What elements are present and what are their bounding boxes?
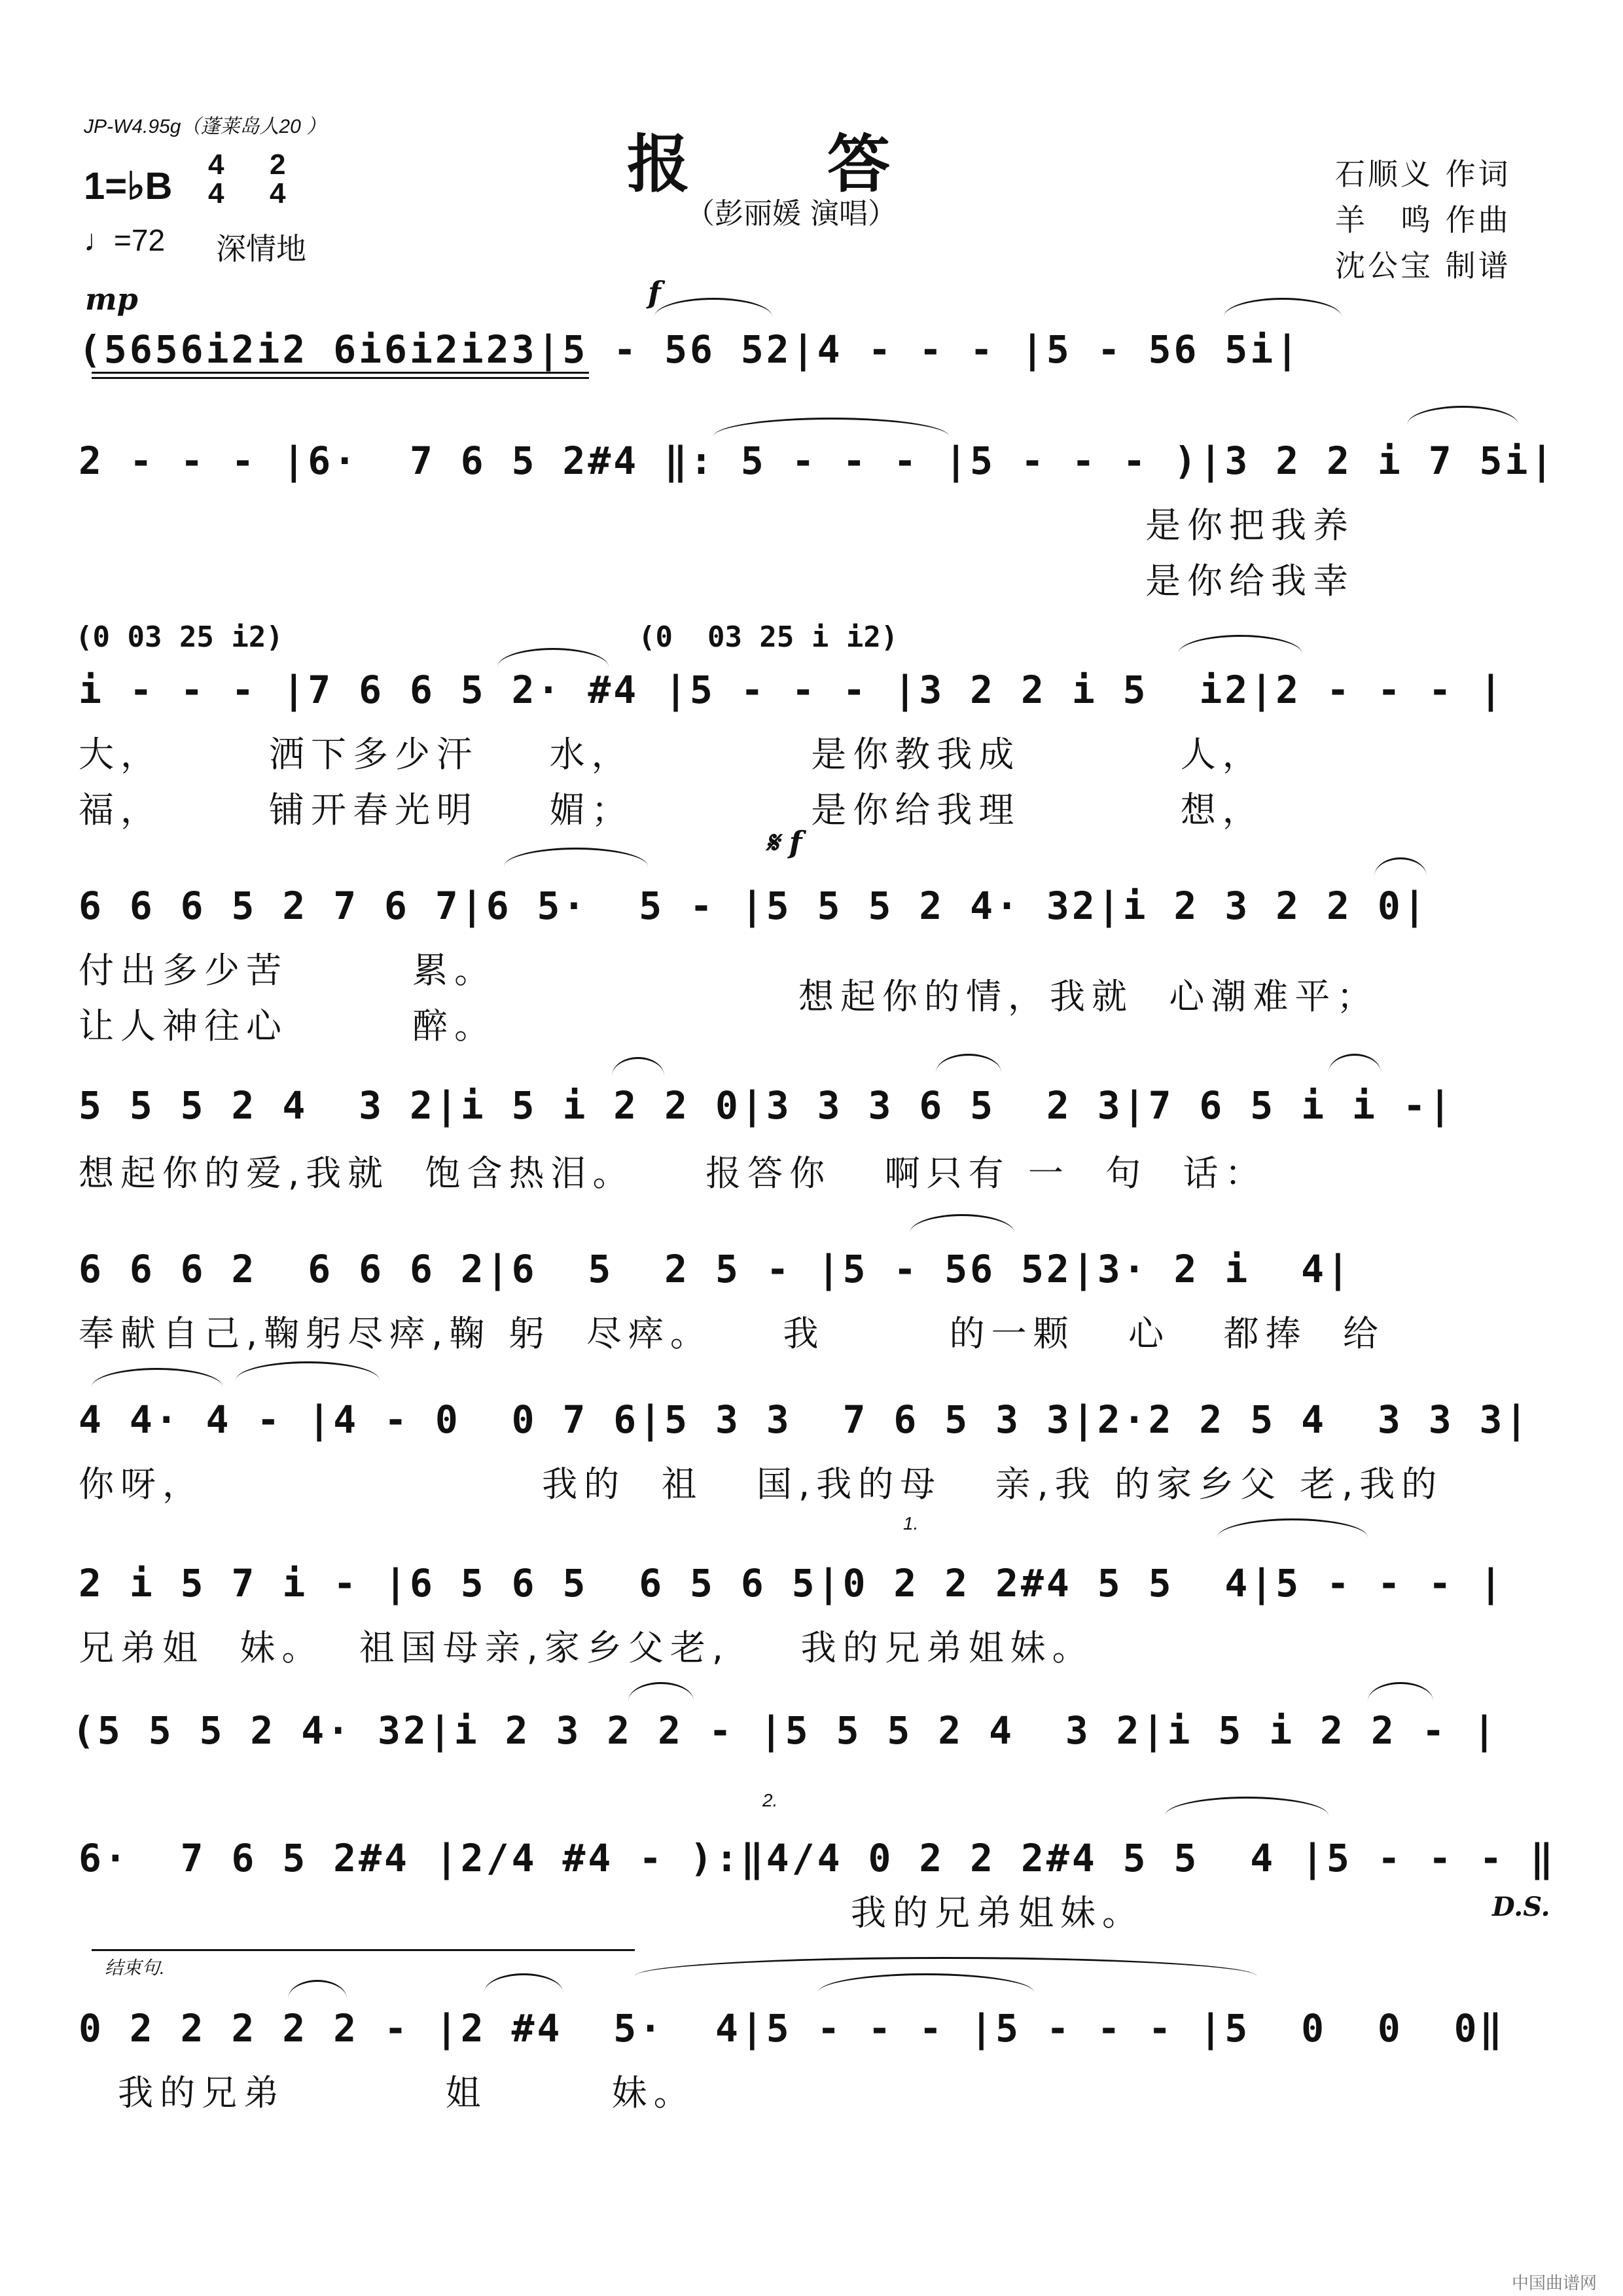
score-row-10: 6· 7 6 5 2#4 |2/4 #4 - ):‖4/4 0 2 2 2#4 5 5 4 |5 - - - ‖ (79, 1836, 1556, 1880)
slur (1329, 1054, 1381, 1073)
score-row-11: 0 2 2 2 2 2 - |2 #4 5· 4|5 - - - |5 - - - |5 0 0 0‖ (79, 2006, 1505, 2051)
slur (1217, 1518, 1368, 1537)
score-row-4: 6 6 6 5 2 7 6 7|6 5· 5 - |5 5 5 2 4· 32|i 2 3 2 2 0| (79, 884, 1429, 928)
coda-label: 结束句. (105, 1958, 165, 1978)
site-watermark: 中国曲谱网 (1512, 2274, 1597, 2293)
score-row-7: 4 4· 4 - |4 - 0 0 7 6|5 3 3 7 6 5 3 3|2·2 2 5 4 3 3 3| (79, 1397, 1531, 1442)
time-signature-2: 2 4 (270, 149, 286, 209)
slur (1178, 635, 1302, 654)
slur (713, 418, 949, 437)
time-signature-1: 4 4 (208, 149, 224, 209)
lyric-verse-2: 让人神往心 醉。 (79, 1005, 497, 1047)
dynamic-mp: mp (85, 281, 138, 317)
volta-2: 2. (762, 1790, 778, 1810)
performer: （彭丽媛 演唱） (686, 197, 897, 230)
score-row-9: (5 5 5 2 4· 32|i 2 3 2 2 - |5 5 5 2 4 3 2|i 5 i 2 2 - | (72, 1708, 1499, 1753)
lyric-verse-2: 福， 铺开春光明 媚； 是你给我理 想， (79, 789, 1264, 831)
segno-forte: 𝄋 f (766, 825, 802, 860)
slur (1374, 857, 1427, 876)
source-tag: JP-W4.95g（蓬莱岛人20 ） (84, 116, 327, 137)
lyric-verse-1: 大， 洒下多少汗 水， 是你教我成 人， (79, 734, 1264, 775)
intro-fill-1: (0 03 25 i2) (75, 620, 283, 654)
lyric-chorus: 想起你的爱,我就 饱含热泪。 报答你 啊只有 一 句 话： (79, 1153, 1267, 1194)
lyric-verse-2: 是你给我幸 (1145, 560, 1355, 601)
score-row-1: (5656i2i2 6i6i2i23|5 - 56 52|4 - - - |5 - 56 5i| (79, 327, 1302, 372)
slur (1407, 406, 1518, 425)
slur (628, 1682, 694, 1701)
intro-fill-2: (0 03 25 i i2) (638, 620, 899, 654)
dal-segno-mark: D.S. (1492, 1892, 1550, 1922)
dynamic-f: f (648, 275, 661, 310)
composer-credit: 羊 鸣 作曲 (1335, 202, 1511, 238)
key-signature: 1=♭B (84, 165, 173, 207)
song-title: 报答 (627, 127, 1027, 201)
slur (936, 1054, 1001, 1073)
slur (1165, 1797, 1329, 1816)
arranger-credit: 沈公宝 制谱 (1335, 248, 1511, 283)
lyric-ending: 我的兄弟 姐 妹。 (118, 2072, 696, 2113)
score-row-5: 5 5 5 2 4 3 2|i 5 i 2 2 0|3 3 3 6 5 2 3|7 6 5 i i -| (79, 1083, 1454, 1128)
slur (910, 1214, 1014, 1233)
lyric-chorus: 兄弟姐 妹。 祖国母亲,家乡父老, 我的兄弟姐妹。 (79, 1627, 1094, 1668)
tempo-mark: ♩=72 (84, 223, 166, 257)
slur (236, 1361, 380, 1380)
slur (497, 648, 609, 667)
slur (92, 1368, 223, 1387)
score-row-6: 6 6 6 2 6 6 6 2|6 5 2 5 - |5 - 56 52|3· 2 i 4| (79, 1247, 1352, 1291)
slur (288, 1980, 347, 1999)
score-row-3: i - - - |7 6 6 5 2· #4 |5 - - - |3 2 2 i 5 i2|2 - - - | (79, 668, 1505, 712)
slur (1368, 1682, 1433, 1701)
coda-bracket (92, 1949, 635, 1951)
lyric-verse-1: 是你把我养 (1145, 505, 1355, 546)
slur (612, 1057, 664, 1076)
expression-mark: 深情地 (216, 232, 306, 266)
beam (92, 372, 589, 374)
slur (818, 1973, 1034, 1992)
lyric-verse-1: 付出多少苦 累。 (79, 950, 497, 991)
slur (1224, 298, 1342, 317)
slur (654, 298, 772, 317)
beam (92, 377, 589, 379)
lyric-chorus: 奉献自己,鞠躬尽瘁,鞠 躬 尽瘁。 我 的一颗 心 都捧 给 (79, 1313, 1385, 1354)
lyricist-credit: 石顺义 作词 (1335, 156, 1511, 192)
lyric-ending: 我的兄弟姐妹。 (851, 1892, 1144, 1933)
lyric-chorus: 你呀， 我的 祖 国,我的母 亲,我 的家乡父 老,我的 (79, 1463, 1444, 1505)
slur (504, 848, 648, 867)
volta-1: 1. (903, 1513, 919, 1534)
lyric-chorus: 想起你的情，我就 心潮难平； (798, 976, 1379, 1017)
score-row-2: 2 - - - |6· 7 6 5 2#4 ‖: 5 - - - |5 - - - )|3 2 2 i 7 5i| (79, 439, 1556, 483)
slur (484, 1973, 563, 1992)
score-row-8: 2 i 5 7 i - |6 5 6 5 6 5 6 5|0 2 2 2#4 5 5 4|5 - - - | (79, 1561, 1505, 1605)
